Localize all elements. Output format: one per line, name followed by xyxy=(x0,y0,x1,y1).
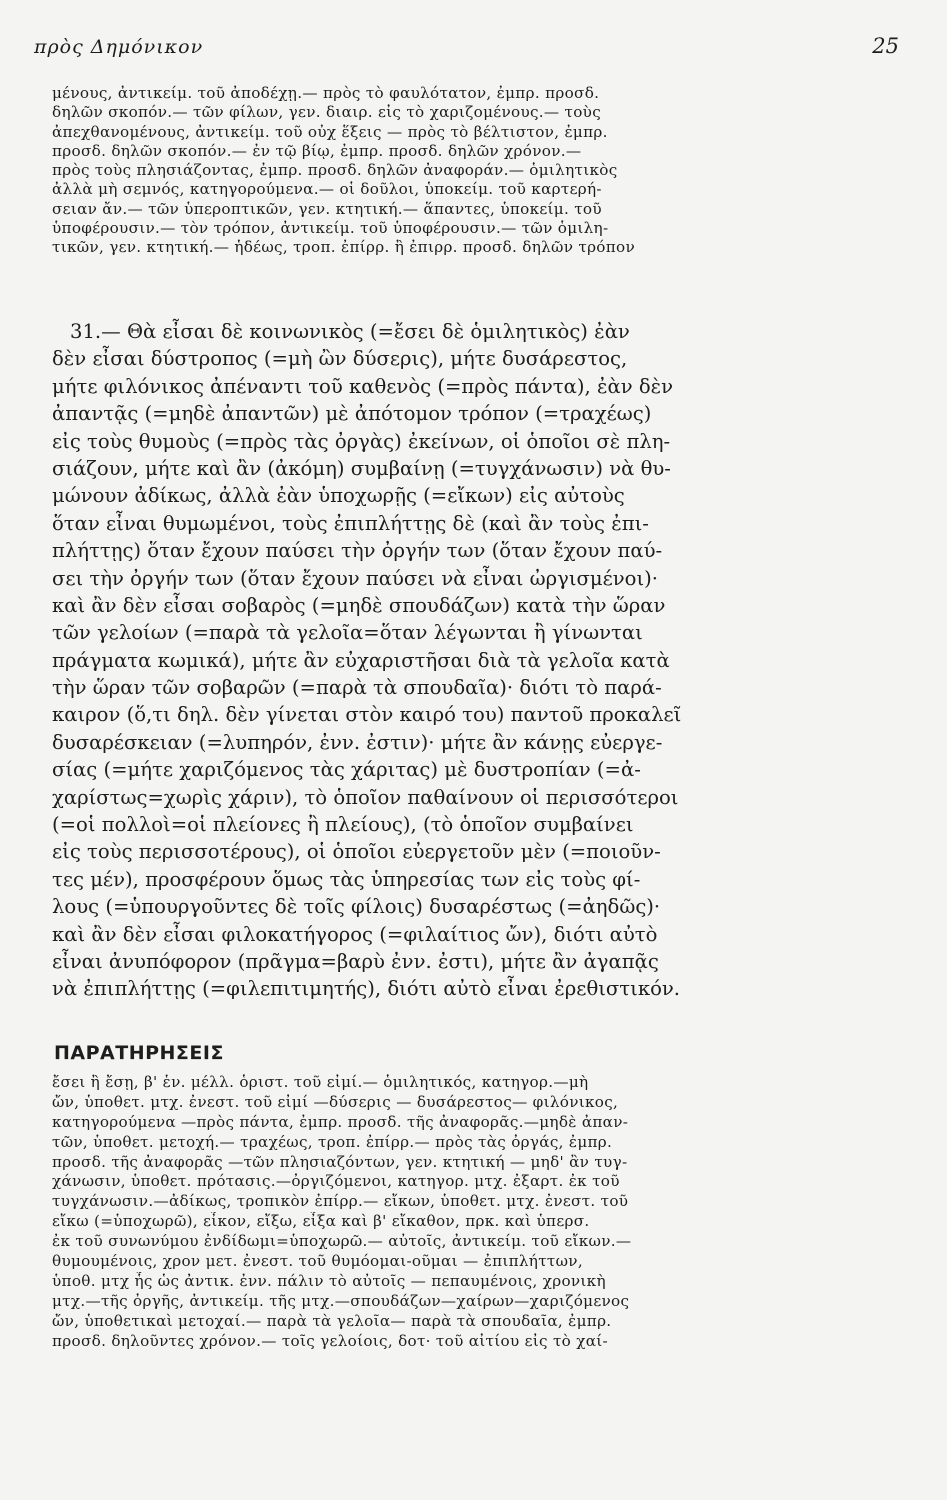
text-line: δυσαρέσκειαν (=λυπηρόν, ἐνν. ἐστιν)· μήτε ἂν κάνῃς εὐεργε- xyxy=(52,730,663,754)
text-line: μήτε φιλόνικος ἀπέναντι τοῦ καθενὸς (=πρὸς πάντα), ἐὰν δὲν xyxy=(52,374,674,398)
note-line: προσδ. δηλοῦντες χρόνον.— τοῖς γελοίοις, δοτ· τοῦ αἰτίου εἰς τὸ χαί- xyxy=(52,1331,608,1350)
section-heading: ΠΑΡΑΤΗΡΗΣΕΙΣ xyxy=(54,1042,224,1064)
note-line: ὑποφέρουσιν.— τὸν τρόπον, ἀντικείμ. τοῦ ὑποφέρουσιν.— τῶν ὁμιλη- xyxy=(52,219,609,238)
note-line: προσδ. τῆς ἀναφορᾶς —τῶν πλησιαζόντων, γεν. κτητική — μηδ' ἂν τυγ- xyxy=(52,1152,628,1171)
text-line: σει τὴν ὀργήν των (ὅταν ἔχουν παύσει νὰ εἶναι ὠργισμένοι)· xyxy=(52,566,659,590)
note-line: ἀπεχθανομένους, ἀντικείμ. τοῦ οὐχ ἕξεις — πρὸς τὸ βέλτιστον, ἐμπρ. xyxy=(52,122,608,141)
page-header xyxy=(34,34,899,66)
text-line: μώνουν ἀδίκως, ἀλλὰ ἐὰν ὑποχωρῇς (=εἴκων) εἰς αὐτοὺς xyxy=(52,484,625,508)
text-line: σίας (=μήτε χαριζόμενος τὰς χάριτας) μὲ δυστροπίαν (=ἀ- xyxy=(52,758,641,782)
note-line: δηλῶν σκοπόν.— τῶν φίλων, γεν. διαιρ. εἰς τὸ χαριζομένους.— τοὺς xyxy=(52,103,602,122)
note-line: πρὸς τοὺς πλησιάζοντας, ἐμπρ. προσδ. δηλῶν ἀναφοράν.— ὁμιλητικὸς xyxy=(52,161,618,180)
text-line: σιάζουν, μήτε καὶ ἂν (ἀκόμη) συμβαίνῃ (=τυγχάνωσιν) νὰ θυ- xyxy=(52,456,671,480)
observations-notes xyxy=(52,1073,905,1351)
note-line: ὑποθ. μτχ ἧς ὡς ἀντικ. ἐνν. πάλιν τὸ αὐτοῖς — πεπαυμένοις, χρονικὴ xyxy=(52,1271,606,1290)
text-line: καιρον (ὅ,τι δηλ. δὲν γίνεται στὸν καιρό του) παντοῦ προκαλεῖ xyxy=(52,703,682,727)
note-line: ἔσει ἢ ἔσῃ, β' ἑν. μέλλ. ὁριστ. τοῦ εἰμί.— ὁμιλητικός, κατηγορ.—μὴ xyxy=(52,1073,589,1091)
note-line: τῶν, ὑποθετ. μετοχή.— τραχέως, τροπ. ἐπίρρ.— πρὸς τὰς ὀργάς, ἐμπρ. xyxy=(52,1132,613,1151)
text-line: εἶναι ἀνυπόφορον (πρᾶγμα=βαρὺ ἐνν. ἐστι), μήτε ἂν ἀγαπᾷς xyxy=(52,949,659,973)
note-line: σειαν ἄν.— τῶν ὑπεροπτικῶν, γεν. κτητική.— ἅπαντες, ὑποκείμ. τοῦ xyxy=(52,199,602,218)
text-line: ὅταν εἶναι θυμωμένοι, τοὺς ἐπιπλήττῃς δὲ (καὶ ἂν τοὺς ἐπι- xyxy=(52,511,649,535)
text-line: πράγματα κωμικά), μήτε ἂν εὐχαριστῆσαι διὰ τὰ γελοῖα κατὰ xyxy=(52,648,670,672)
text-line: 31.— Θὰ εἶσαι δὲ κοινωνικὸς (=ἔσει δὲ ὁμιλητικὸς) ἐὰν xyxy=(70,320,630,343)
text-line: καὶ ἂν δὲν εἶσαι σοβαρὸς (=μηδὲ σπουδάζων) κατὰ τὴν ὥραν xyxy=(52,593,666,617)
text-line: εἰς τοὺς θυμοὺς (=πρὸς τὰς ὀργὰς) ἐκείνων, οἱ ὁποῖοι σὲ πλη- xyxy=(52,429,671,453)
top-notes xyxy=(52,84,905,258)
text-line: τες μέν), προσφέρουν ὅμως τὰς ὑπηρεσίας των εἰς τοὺς φί- xyxy=(52,867,641,891)
text-line: τὴν ὥραν τῶν σοβαρῶν (=παρὰ τὰ σπουδαῖα)· διότι τὸ παρά- xyxy=(52,676,662,700)
note-line: μένους, ἀντικείμ. τοῦ ἀποδέχῃ.— πρὸς τὸ φαυλότατον, ἐμπρ. προσδ. xyxy=(52,84,600,102)
text-line: καὶ ἂν δὲν εἶσαι φιλοκατήγορος (=φιλαίτιος ὤν), διότι αὐτὸ xyxy=(52,922,658,946)
text-line: νὰ ἐπιπλήττῃς (=φιλεπιτιμητής), διότι αὐτὸ εἶναι ἐρεθιστικόν. xyxy=(52,977,681,1001)
note-line: ὤν, ὑποθετικαὶ μετοχαί.— παρὰ τὰ γελοῖα— παρὰ τὰ σπουδαῖα, ἐμπρ. xyxy=(52,1311,612,1330)
text-line: πλήττῃς) ὅταν ἔχουν παύσει τὴν ὀργήν των (ὅταν ἔχουν παύ- xyxy=(52,539,663,563)
text-line: τῶν γελοίων (=παρὰ τὰ γελοῖα=ὅταν λέγωνται ἢ γίνωνται xyxy=(52,621,643,645)
text-line: (=οἱ πολλοὶ=οἱ πλείονες ἢ πλείους), (τὸ ὁποῖον συμβαίνει xyxy=(52,813,634,837)
page-number: 25 xyxy=(872,34,899,58)
text-line: χαρίστως=χωρὶς χάριν), τὸ ὁποῖον παθαίνουν οἱ περισσότεροι xyxy=(52,785,679,809)
text-line: ἀπαντᾷς (=μηδὲ ἀπαντῶν) μὲ ἀπότομον τρόπον (=τραχέως) xyxy=(52,402,652,426)
note-line: θυμουμένοις, χρον μετ. ἐνεστ. τοῦ θυμόομαι-οῦμαι — ἐπιπλήττων, xyxy=(52,1252,583,1271)
note-line: εἴκω (=ὑποχωρῶ), εἶκον, εἴξω, εἶξα καὶ β' εἴκαθον, πρκ. καὶ ὑπερσ. xyxy=(52,1212,590,1231)
text-line: λους (=ὑπουργοῦντες δὲ τοῖς φίλοις) δυσαρέστως (=ἀηδῶς)· xyxy=(52,895,661,919)
running-title: πρὸς Δημόνικον xyxy=(34,36,204,58)
note-line: ἀλλὰ μὴ σεμνός, κατηγορούμενα.— οἱ δοῦλοι, ὑποκείμ. τοῦ καρτερή- xyxy=(52,180,602,199)
note-line: τυγχάνωσιν.—ἀδίκως, τροπικὸν ἐπίρρ.— εἴκων, ὑποθετ. μτχ. ἐνεστ. τοῦ xyxy=(52,1192,629,1211)
text-line: δὲν εἶσαι δύστροπος (=μὴ ὢν δύσερις), μήτε δυσάρεστος, xyxy=(52,347,628,371)
paragraph-31 xyxy=(52,318,905,1003)
note-line: προσδ. δηλῶν σκοπόν.— ἐν τῷ βίῳ, ἐμπρ. προσδ. δηλῶν χρόνον.— xyxy=(52,141,582,160)
note-line: κατηγορούμενα —πρὸς πάντα, ἐμπρ. προσδ. τῆς ἀναφορᾶς.—μηδὲ ἀπαν- xyxy=(52,1112,629,1131)
note-line: ἐκ τοῦ συνωνύμου ἐνδίδωμι=ὑποχωρῶ.— αὐτοῖς, ἀντικείμ. τοῦ εἴκων.— xyxy=(52,1232,632,1251)
note-line: χάνωσιν, ὑποθετ. πρότασις.—ὀργιζόμενοι, κατηγορ. μτχ. ἐξαρτ. ἐκ τοῦ xyxy=(52,1172,620,1191)
note-line: μτχ.—τῆς ὀργῆς, ἀντικείμ. τῆς μτχ.—σπουδάζων—χαίρων—χαριζόμενος xyxy=(52,1291,630,1310)
text-line: εἰς τοὺς περισσοτέρους), οἱ ὁποῖοι εὐεργετοῦν μὲν (=ποιοῦν- xyxy=(52,840,661,864)
note-line: ὤν, ὑποθετ. μτχ. ἐνεστ. τοῦ εἰμί —δύσερις — δυσάρεστος— φιλόνικος, xyxy=(52,1092,619,1111)
note-line: τικῶν, γεν. κτητική.— ἡδέως, τροπ. ἐπίρρ. ἢ ἐπιρρ. προσδ. δηλῶν τρόπον xyxy=(52,238,635,257)
